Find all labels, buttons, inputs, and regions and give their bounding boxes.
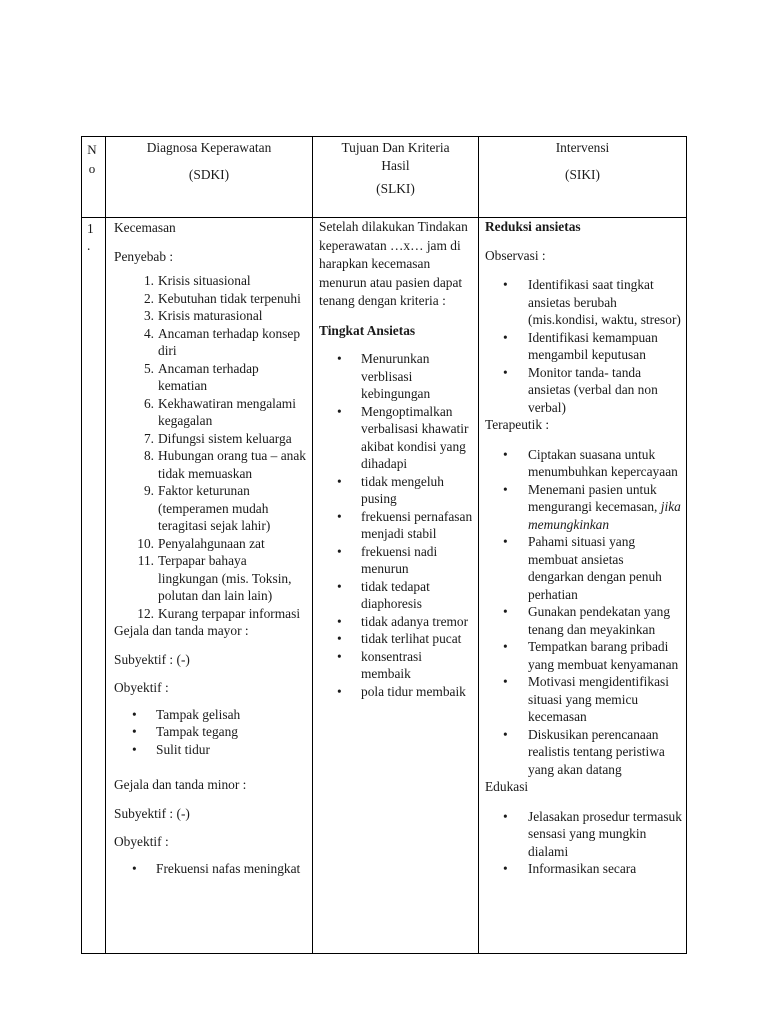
- header-diagnosa-sub: (SDKI): [188, 166, 230, 182]
- terapeutik-list: [485, 446, 682, 779]
- list-number: 3.: [143, 308, 154, 323]
- list-item: [319, 613, 474, 631]
- list-item-text: Faktor keturunan (temperamen mudah teragitasi sejak lahir): [158, 483, 271, 533]
- minor-obyektif-label: Obyektif :: [114, 834, 169, 849]
- bullet-icon: •: [337, 631, 342, 646]
- bullet-icon: •: [503, 364, 508, 380]
- bullet-icon: •: [132, 741, 137, 757]
- list-item-text: Jelasakan prosedur termasuk sensasi yang mungkin dialami: [528, 808, 682, 859]
- minor-subyektif: Subyektif : (-): [114, 805, 190, 821]
- bullet-icon: •: [337, 578, 342, 594]
- header-tujuan-title: Tujuan Dan Kriteria Hasil: [341, 140, 450, 173]
- list-item: [114, 272, 308, 290]
- list-item: [319, 630, 474, 648]
- header-tujuan-sub: (SLKI): [376, 181, 415, 196]
- bullet-icon: •: [337, 403, 342, 419]
- list-number: 8.: [143, 448, 154, 463]
- row-number-cell: [82, 218, 106, 954]
- bullet-icon: •: [503, 808, 508, 824]
- mayor-obyektif-label: Obyektif :: [114, 680, 169, 695]
- bullet-icon: •: [337, 351, 342, 366]
- list-item: [319, 578, 474, 613]
- table-row: [82, 218, 687, 954]
- header-tujuan: [313, 137, 479, 218]
- bullet-icon: •: [503, 674, 508, 689]
- list-number: 5.: [143, 360, 154, 376]
- list-number: 9.: [143, 483, 154, 498]
- list-item-text: frekuensi pernafasan menjadi stabil: [361, 508, 473, 541]
- kriteria-list: [319, 350, 474, 700]
- list-item-text: Tampak gelisah: [156, 706, 241, 722]
- list-item-text: Identifikasi kemampuan mengambil keputusan: [528, 329, 658, 362]
- list-item-text: Ancaman terhadap kematian: [158, 360, 259, 393]
- list-item-text: Sulit tidur: [156, 741, 210, 757]
- observasi-list: [485, 276, 682, 416]
- list-item: [114, 605, 308, 623]
- penyebab-list: [114, 272, 308, 622]
- list-item-text: Kekhawatiran mengalami kegagalan: [158, 395, 296, 428]
- bullet-icon: •: [503, 726, 508, 742]
- list-item: [485, 726, 682, 779]
- bullet-icon: •: [337, 613, 342, 629]
- list-item-text: Frekuensi nafas meningkat: [156, 860, 301, 876]
- list-item: [319, 543, 474, 578]
- list-item: [319, 508, 474, 543]
- minor-obyektif-list: [114, 860, 308, 878]
- list-item-text: pola tidur membaik: [361, 683, 466, 699]
- list-item-text: konsentrasi membaik: [361, 648, 422, 681]
- list-item: [485, 533, 682, 603]
- list-item: [485, 673, 682, 726]
- list-item: [319, 648, 474, 683]
- list-item: [319, 403, 474, 473]
- bullet-icon: •: [503, 329, 508, 345]
- row-number: 1 .: [87, 221, 94, 253]
- list-item: [114, 290, 308, 308]
- list-item: [114, 741, 308, 759]
- list-number: 7.: [143, 430, 154, 446]
- bullet-icon: •: [503, 861, 508, 876]
- tujuan-heading: Tingkat Ansietas: [319, 322, 416, 338]
- table-header-row: [82, 137, 687, 218]
- list-item: [485, 329, 682, 364]
- nursing-care-table: [81, 136, 687, 954]
- list-item: [319, 683, 474, 701]
- bullet-icon: •: [132, 860, 137, 876]
- header-intervensi-sub: (SIKI): [565, 166, 600, 182]
- list-item-text: Tempatkan barang pribadi yang membuat kenyamanan: [528, 639, 679, 672]
- bullet-icon: •: [503, 277, 508, 292]
- observasi-label: Observasi :: [485, 247, 546, 263]
- minor-label: Gejala dan tanda minor :: [114, 777, 247, 792]
- list-item: [114, 706, 308, 724]
- bullet-icon: •: [337, 543, 342, 559]
- list-item: [485, 364, 682, 417]
- list-item-text: Krisis maturasional: [158, 308, 263, 323]
- list-item: [114, 723, 308, 741]
- list-item: [485, 446, 682, 481]
- bullet-icon: •: [503, 639, 508, 654]
- list-item: [114, 395, 308, 430]
- list-item: [485, 638, 682, 673]
- list-item: [485, 808, 682, 861]
- bullet-icon: •: [132, 724, 137, 739]
- penyebab-label: Penyebab :: [114, 248, 174, 264]
- list-item-text: Krisis situasional: [158, 273, 251, 288]
- bullet-icon: •: [337, 508, 342, 524]
- edukasi-list: [485, 808, 682, 878]
- list-item-text: tidak adanya tremor: [361, 613, 469, 629]
- list-item: [319, 350, 474, 403]
- bullet-icon: •: [503, 604, 508, 619]
- list-number: 10.: [137, 535, 154, 551]
- list-item-text: Gunakan pendekatan yang tenang dan meyakinkan: [528, 604, 671, 637]
- list-number: 12.: [137, 605, 154, 621]
- header-intervensi: [479, 137, 687, 218]
- list-item-text: Menemani pasien untuk mengurangi kecemasan,: [528, 481, 658, 514]
- list-item-text: Ancaman terhadap konsep diri: [158, 325, 301, 358]
- list-item: [114, 552, 308, 605]
- list-item-text: tidak tedapat diaphoresis: [361, 578, 430, 611]
- list-item: [114, 447, 308, 482]
- intervensi-heading: Reduksi ansietas: [485, 219, 581, 234]
- list-item-text: Penyalahgunaan zat: [158, 535, 265, 551]
- bullet-icon: •: [337, 473, 342, 489]
- list-number: 4.: [143, 325, 154, 341]
- list-item-text: Tampak tegang: [156, 724, 238, 739]
- list-item: [114, 325, 308, 360]
- list-item-text: Menurunkan verblisasi kebingungan: [361, 351, 431, 401]
- list-item: [114, 360, 308, 395]
- header-diagnosa: [106, 137, 313, 218]
- header-intervensi-title: Intervensi: [555, 140, 610, 155]
- list-item: [485, 276, 682, 329]
- bullet-icon: •: [337, 683, 342, 699]
- list-item-text: Diskusikan perencanaan realistis tentang peristiwa yang akan datang: [528, 726, 665, 777]
- list-item-text: tidak terlihat pucat: [361, 631, 462, 646]
- list-item-text: Mengoptimalkan verbalisasi khawatir akibat kondisi yang dihadapi: [361, 403, 469, 471]
- list-item-text: frekuensi nadi menurun: [361, 543, 438, 576]
- header-no: [82, 137, 106, 218]
- list-item-text: Motivasi mengidentifikasi situasi yang memicu kecemasan: [528, 674, 669, 724]
- list-number: 2.: [143, 290, 154, 306]
- mayor-label: Gejala dan tanda mayor :: [114, 623, 249, 638]
- list-item-text: Monitor tanda- tanda ansietas (verbal dan non verbal): [528, 364, 658, 415]
- list-item-text: Terpapar bahaya lingkungan (mis. Toksin, polutan dan lain lain): [158, 553, 292, 603]
- bullet-icon: •: [503, 446, 508, 462]
- list-item: [485, 603, 682, 638]
- intervensi-cell: [479, 218, 687, 954]
- list-item-text: tidak mengeluh pusing: [361, 473, 444, 506]
- mayor-subyektif: Subyektif : (-): [114, 651, 190, 667]
- list-item: [485, 860, 682, 878]
- edukasi-label: Edukasi: [485, 779, 529, 794]
- list-item: [114, 860, 308, 878]
- list-item-text: Hubungan orang tua – anak tidak memuaskan: [158, 448, 306, 481]
- list-item: [485, 481, 682, 534]
- list-item-text: Pahami situasi yang membuat ansietas dengarkan dengan penuh perhatian: [528, 534, 662, 602]
- list-item: [114, 307, 308, 325]
- list-item-text: Kebutuhan tidak terpenuhi: [158, 290, 301, 306]
- list-number: 11.: [137, 553, 154, 568]
- tujuan-cell: [313, 218, 479, 954]
- diagnosa-title: Kecemasan: [114, 220, 176, 235]
- terapeutik-label: Terapeutik :: [485, 417, 550, 432]
- list-item-text: Identifikasi saat tingkat ansietas berubah (mis.kondisi, waktu, stresor): [528, 277, 681, 327]
- list-item-text: Informasikan secara: [528, 861, 637, 876]
- bullet-icon: •: [503, 481, 508, 497]
- mayor-obyektif-list: [114, 706, 308, 759]
- bullet-icon: •: [337, 648, 342, 664]
- list-item: [319, 473, 474, 508]
- header-no-text: N o: [87, 142, 97, 176]
- list-number: 6.: [143, 395, 154, 411]
- bullet-icon: •: [503, 534, 508, 549]
- list-item: [114, 482, 308, 535]
- list-item: [114, 430, 308, 448]
- diagnosa-cell: [106, 218, 313, 954]
- header-diagnosa-title: Diagnosa Keperawatan: [146, 140, 272, 155]
- list-item-text: Kurang terpapar informasi: [158, 605, 301, 621]
- list-item-text: Difungsi sistem keluarga: [158, 430, 292, 446]
- tujuan-intro: Setelah dilakukan Tindakan keperawatan …x… jam di harapkan kecemasan menurun atau pasien dapat tenang dengan kriteria :: [319, 219, 468, 308]
- list-item-text: Ciptakan suasana untuk menumbuhkan kepercayaan: [528, 446, 678, 479]
- list-number: 1.: [143, 273, 154, 288]
- list-item: [114, 535, 308, 553]
- list-item-italic-text: jika memungkinkan: [528, 499, 681, 532]
- bullet-icon: •: [132, 706, 137, 722]
